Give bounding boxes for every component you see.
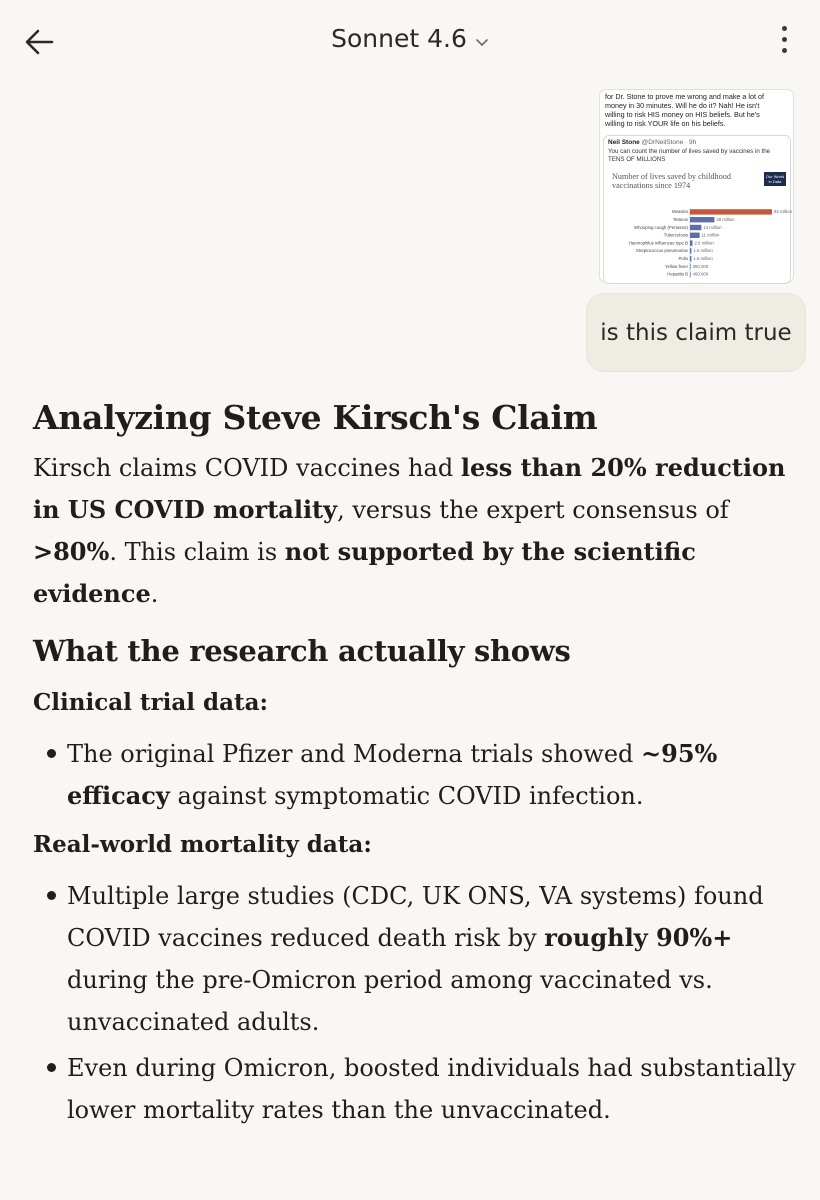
quoted-author-name: Neil Stone bbox=[608, 139, 640, 146]
bold-text: >80% bbox=[33, 537, 110, 566]
tweet-line: willing to risk YOUR life on his beliefs. bbox=[605, 119, 726, 128]
text: against symptomatic COVID infection. bbox=[169, 782, 644, 810]
assistant-response bbox=[33, 393, 803, 1131]
chart-bar bbox=[690, 240, 692, 245]
chart-bar bbox=[690, 217, 714, 222]
bold-text: roughly 90%+ bbox=[544, 923, 733, 952]
bullet-icon bbox=[47, 891, 56, 900]
text: during the pre-Omicron period among vaccinated vs. unvaccinated adults. bbox=[67, 966, 713, 1036]
chart-value-label: 2.8 million bbox=[694, 240, 714, 246]
subheading-mortality: Real-world mortality data: bbox=[33, 831, 372, 858]
chart-value-label: 94 million bbox=[774, 209, 793, 215]
chevron-down-icon[interactable] bbox=[475, 33, 489, 52]
mortality-list bbox=[33, 875, 803, 1131]
chart-category-label: Yellow fever bbox=[664, 263, 688, 269]
chart-category-label: Tetanus bbox=[672, 217, 688, 222]
user-message: is this claim true bbox=[586, 293, 806, 372]
subheading-clinical: Clinical trial data: bbox=[33, 689, 269, 716]
chart-category-label: Tuberculosis bbox=[663, 232, 688, 238]
model-selector[interactable] bbox=[0, 24, 820, 53]
chart-value-label: 1.6 million bbox=[693, 256, 713, 261]
text: Even during Omicron, boosted individuals had substantially lower mortality rates than the unvaccinated. bbox=[67, 1054, 796, 1124]
bold-text: ~95% efficacy bbox=[67, 739, 718, 810]
tweet-line: willing to risk HIS money on HIS beliefs. But he's bbox=[605, 110, 760, 119]
quoted-tweet bbox=[603, 135, 791, 284]
chart-bar bbox=[690, 256, 691, 261]
chart bbox=[604, 206, 793, 286]
text: . This claim is bbox=[109, 538, 285, 566]
chart-bar bbox=[690, 272, 691, 277]
chart-bar bbox=[690, 225, 701, 230]
text: Kirsch claims COVID vaccines had bbox=[33, 454, 461, 482]
chart-category-label: Measles bbox=[671, 209, 688, 215]
text: Multiple large studies (CDC, UK ONS, VA systems) found COVID vaccines reduced death risk by bbox=[67, 882, 764, 952]
attached-image[interactable] bbox=[600, 90, 793, 282]
owid-logo: Our World in Data bbox=[765, 174, 785, 184]
chart-value-label: 460,000 bbox=[692, 271, 709, 277]
text: , versus the expert consensus of bbox=[337, 496, 729, 524]
intro-paragraph bbox=[33, 447, 803, 615]
chart-bar bbox=[690, 209, 772, 214]
tweet-line: money in 30 minutes. Will he do it? Nah! He isn't bbox=[605, 101, 760, 110]
chart-value-label: 28 million bbox=[716, 217, 735, 222]
quoted-text: You can count the number of lives saved by vaccines in the TENS OF MILLIONS bbox=[608, 148, 771, 163]
chart-value-label: 11 million bbox=[701, 232, 720, 238]
model-name[interactable]: Sonnet 4.6 bbox=[331, 24, 467, 53]
chart-category-label: Polio bbox=[678, 256, 688, 261]
text: . bbox=[150, 580, 159, 608]
chart-value-label: 1.6 million bbox=[693, 248, 713, 254]
more-vertical-icon[interactable] bbox=[778, 26, 790, 60]
bullet-icon bbox=[47, 1063, 56, 1072]
chart-value-label: 13 million bbox=[703, 224, 722, 230]
tweet-line: for Dr. Stone to prove me wrong and make a lot of bbox=[605, 92, 765, 101]
section-heading: What the research actually shows bbox=[33, 634, 571, 668]
chart-category-label: Hepatitis B bbox=[667, 271, 688, 277]
bullet-icon bbox=[47, 749, 56, 758]
chart-bar bbox=[690, 264, 691, 269]
quoted-author bbox=[608, 139, 696, 146]
chart-category-label: Whooping cough (Pertussis) bbox=[634, 224, 688, 230]
response-heading: Analyzing Steve Kirsch's Claim bbox=[33, 398, 598, 437]
tweet-text bbox=[605, 92, 788, 128]
chart-value-label: 350,000 bbox=[692, 263, 709, 269]
chart-bar bbox=[690, 248, 691, 253]
chart-category-label: Streptococcus pneumoniae bbox=[635, 248, 688, 254]
top-bar bbox=[0, 0, 820, 86]
list-item bbox=[33, 1047, 803, 1131]
text: The original Pfizer and Moderna trials showed bbox=[67, 740, 642, 768]
bold-text: not supported by the scientific evidence bbox=[33, 537, 696, 608]
list-item bbox=[33, 733, 803, 817]
clinical-list bbox=[33, 733, 803, 817]
quoted-handle: @DrNeilStone · 9h bbox=[641, 139, 697, 146]
bold-text: less than 20% reduction in US COVID mortality bbox=[33, 453, 786, 524]
chart-category-label: Haemophilus influenzae type B bbox=[628, 240, 688, 246]
list-item bbox=[33, 875, 803, 1043]
chart-bar bbox=[690, 233, 700, 238]
chart-title: Number of lives saved by childhood vaccinations since 1974 bbox=[612, 172, 731, 190]
